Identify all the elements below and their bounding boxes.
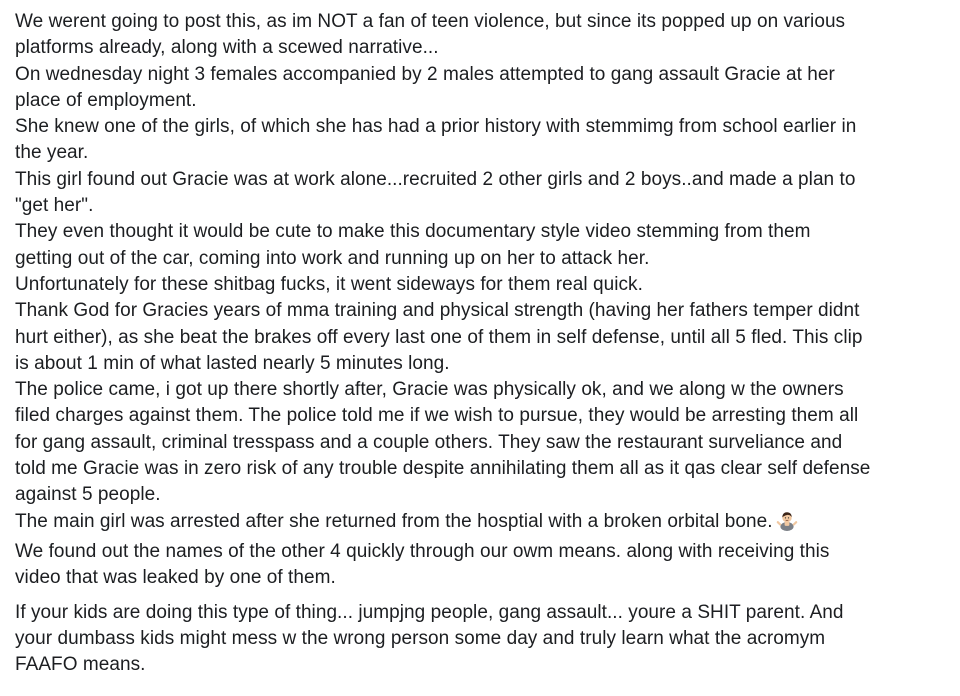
- post-text-line: is about 1 min of what lasted nearly 5 minutes long.: [15, 352, 450, 374]
- post-text-line: hurt either), as she beat the brakes off every last one of them in self defense, until all 5 fled. This clip: [15, 326, 863, 348]
- post-text-line: Thank God for Gracies years of mma training and physical strength (having her fathers temper didnt: [15, 300, 860, 322]
- post-text-line: They even thought it would be cute to make this documentary style video stemming from them: [15, 221, 811, 243]
- post-text-line: FAAFO means.: [15, 654, 146, 676]
- post-text-line: This girl found out Gracie was at work alone...recruited 2 other girls and 2 boys..and made a plan to: [15, 168, 856, 190]
- post-paragraph-2: [15, 600, 946, 679]
- post-text-line: Unfortunately for these shitbag fucks, it went sideways for them real quick.: [15, 273, 643, 295]
- post-text-line: The police came, i got up there shortly after, Gracie was physically ok, and we along w the owners: [15, 379, 844, 401]
- post-text-line: We found out the names of the other 4 quickly through our owm means. along with receiving this: [15, 540, 830, 562]
- post-text-line: getting out of the car, coming into work and running up on her to attack her.: [15, 247, 650, 269]
- post-text-line: platforms already, along with a scewed narrative...: [15, 37, 439, 59]
- man-shrugging-emoji-icon: [776, 509, 798, 539]
- post-text-segment: The main girl was arrested after she returned from the hosptial with a broken orbital bone.: [15, 510, 773, 532]
- post-text-line: We werent going to post this, as im NOT a fan of teen violence, but since its popped up on various: [15, 11, 846, 32]
- post-text-line: video that was leaked by one of them.: [15, 567, 336, 589]
- post-text-line: the year.: [15, 142, 89, 164]
- post-text-line: place of employment.: [15, 89, 197, 111]
- post-text-line: filed charges against them. The police told me if we wish to pursue, they would be arresting them all: [15, 405, 859, 427]
- post-text-line: "get her".: [15, 195, 94, 217]
- post-text-line: She knew one of the girls, of which she has had a prior history with stemmimg from school earlier in: [15, 116, 857, 138]
- post-text-line: If your kids are doing this type of thing... jumpjng people, gang assault... youre a SHIT parent. And: [15, 601, 844, 623]
- post-text-line: for gang assault, criminal tresspass and a couple others. They saw the restaurant surveliance and: [15, 431, 843, 453]
- post-text-line: your dumbass kids might mess w the wrong person some day and truly learn what the acromym: [15, 627, 826, 649]
- post-paragraph-1: [15, 9, 946, 592]
- post-text-line-with-emoji: [15, 509, 946, 539]
- post-text-line: On wednesday night 3 females accompanied by 2 males attempted to gang assault Gracie at her: [15, 63, 835, 85]
- post-text-line: against 5 people.: [15, 484, 161, 506]
- post-text-line: told me Gracie was in zero risk of any trouble despite annihilating them all as it qas clear self defense: [15, 458, 871, 480]
